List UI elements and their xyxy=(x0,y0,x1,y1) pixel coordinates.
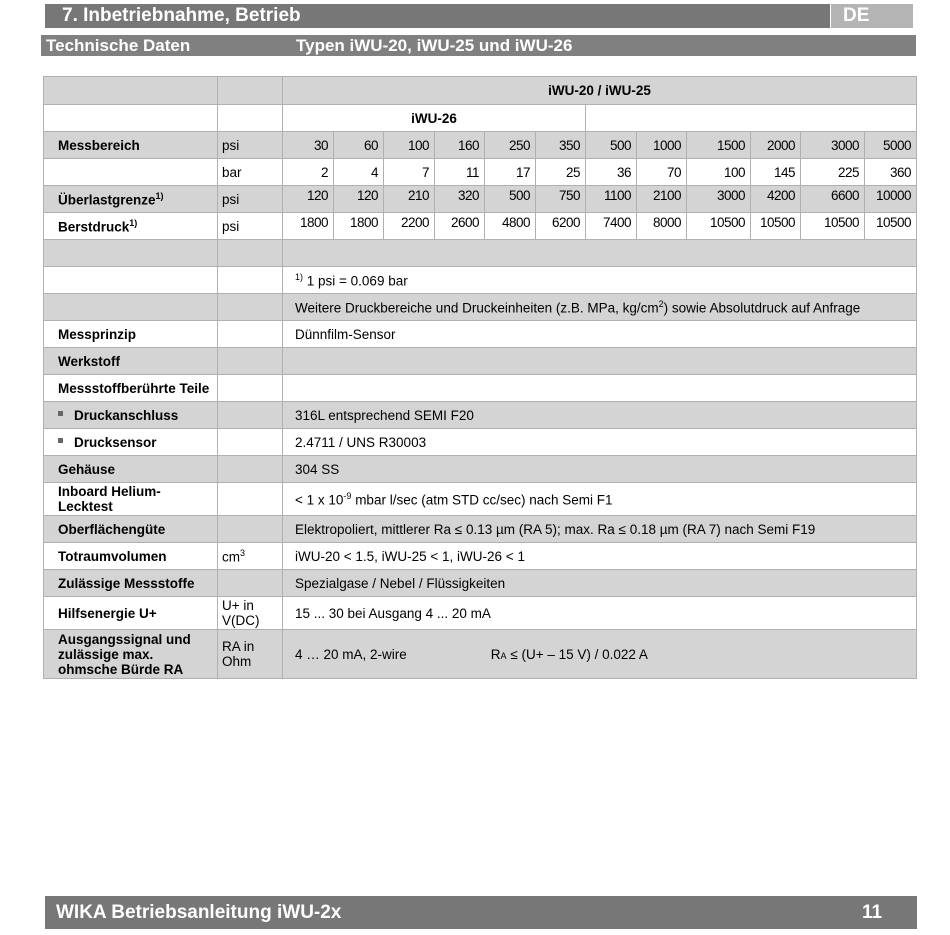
section-title: Technische Daten xyxy=(46,36,191,55)
table-row-messstoffe: Zulässige Messstoffe Spezialgase / Nebel / Flüssigkeiten xyxy=(44,570,917,597)
unit-cell: U+ in V(DC) xyxy=(218,597,283,630)
unit-cell: $cm^3$ xyxy=(218,543,283,570)
row-label: Totraumvolumen xyxy=(44,543,218,570)
table-row xyxy=(44,77,917,105)
table-row-helium: Inboard Helium-Lecktest < 1 x $10^{-9}$ mbar l/sec (atm STD cc/sec) nach Semi F1 xyxy=(44,483,917,516)
row-label: Drucksensor xyxy=(44,429,218,456)
bullet-icon xyxy=(58,411,63,416)
row-label: Inboard Helium-Lecktest xyxy=(44,483,218,516)
table-row xyxy=(44,105,917,132)
table-row-ueberlast: Überlastgrenze$^{1)}$ psi 120 120 210 320 500 750 1100 2100 3000 4200 6600 10000 xyxy=(44,186,917,213)
unit-cell: psi xyxy=(218,186,283,213)
table-row-messbereich-bar: bar 2 4 7 11 17 25 36 70 100 145 225 360 xyxy=(44,159,917,186)
chapter-title: 7. Inbetriebnahme, Betrieb xyxy=(62,5,301,26)
row-label: Messbereich xyxy=(44,132,218,159)
row-label: Zulässige Messstoffe xyxy=(44,570,218,597)
row-label: Hilfsenergie U+ xyxy=(44,597,218,630)
page-number: 11 xyxy=(862,902,883,923)
row-label: Druckanschluss xyxy=(44,402,218,429)
unit-cell: psi xyxy=(218,132,283,159)
unit-cell: RA in Ohm xyxy=(218,630,283,679)
table-row-messstoffberuehrte xyxy=(44,375,917,402)
table-row-messprinzip: Messprinzip Dünnfilm-Sensor xyxy=(44,321,917,348)
unit-cell: bar xyxy=(218,159,283,186)
row-label: Ausgangssignal und zulässige max. ohmsche Bürde RA xyxy=(44,630,218,679)
row-label: Messstoffberührte Teile xyxy=(44,375,218,402)
row-label: Messprinzip xyxy=(44,321,218,348)
table-row xyxy=(44,240,917,267)
table-row-oberflaeche: Oberflächengüte Elektropoliert, mittlerer Ra ≤ 0.13 µm (RA 5); max. Ra ≤ 0.18 µm (RA 7) nach Semi F19 xyxy=(44,516,917,543)
table-row-totraum: Totraumvolumen $cm^3$ iWU-20 < 1.5, iWU-25 < 1, iWU-26 < 1 xyxy=(44,543,917,570)
unit-cell: psi xyxy=(218,213,283,240)
row-label: Überlastgrenze$^{1)}$ xyxy=(44,186,218,213)
table-row-ausgang: Ausgangssignal und zulässige max. ohmsche Bürde RA RA in Ohm 4 … 20 mA, 2-wire RA ≤ (U+ – 15 V) / 0.022 A xyxy=(44,630,917,679)
table-row-berstdruck: Berstdruck$^{1)}$ psi 1800 1800 2200 2600 4800 6200 7400 8000 10500 10500 10500 10500 xyxy=(44,213,917,240)
further-ranges-note: Weitere Druckbereiche und Druckeinheiten (z.B. MPa, $kg/cm^2$) sowie Absolutdruck auf Anfrage xyxy=(283,294,917,321)
footer-title: WIKA Betriebsanleitung iWU-2x xyxy=(56,902,342,923)
footnote: $^{1)}$ 1 psi = 0.069 bar xyxy=(283,267,917,294)
group-header-iwu26: iWU-26 xyxy=(283,105,586,132)
section-types: Typen iWU-20, iWU-25 und iWU-26 xyxy=(296,36,573,55)
bullet-icon xyxy=(58,438,63,443)
technical-data-table xyxy=(43,76,917,679)
table-row-gehaeuse: Gehäuse 304 SS xyxy=(44,456,917,483)
table-row-weitere xyxy=(44,294,917,321)
table-row-werkstoff xyxy=(44,348,917,375)
language-label: DE xyxy=(843,5,870,26)
table-row-footnote xyxy=(44,267,917,294)
table-row-druckanschluss: Druckanschluss 316L entsprechend SEMI F20 xyxy=(44,402,917,429)
row-label: Werkstoff xyxy=(44,348,218,375)
table-row-messbereich-psi: Messbereich psi 30 60 100 160 250 350 500 1000 1500 2000 3000 5000 xyxy=(44,132,917,159)
table-row-drucksensor: Drucksensor 2.4711 / UNS R30003 xyxy=(44,429,917,456)
group-header-iwu20-25: iWU-20 / iWU-25 xyxy=(283,77,917,105)
table-row-hilfsenergie: Hilfsenergie U+ U+ in V(DC) 15 ... 30 bei Ausgang 4 ... 20 mA xyxy=(44,597,917,630)
row-label: Berstdruck$^{1)}$ xyxy=(44,213,218,240)
row-label: Gehäuse xyxy=(44,456,218,483)
row-label: Oberflächengüte xyxy=(44,516,218,543)
